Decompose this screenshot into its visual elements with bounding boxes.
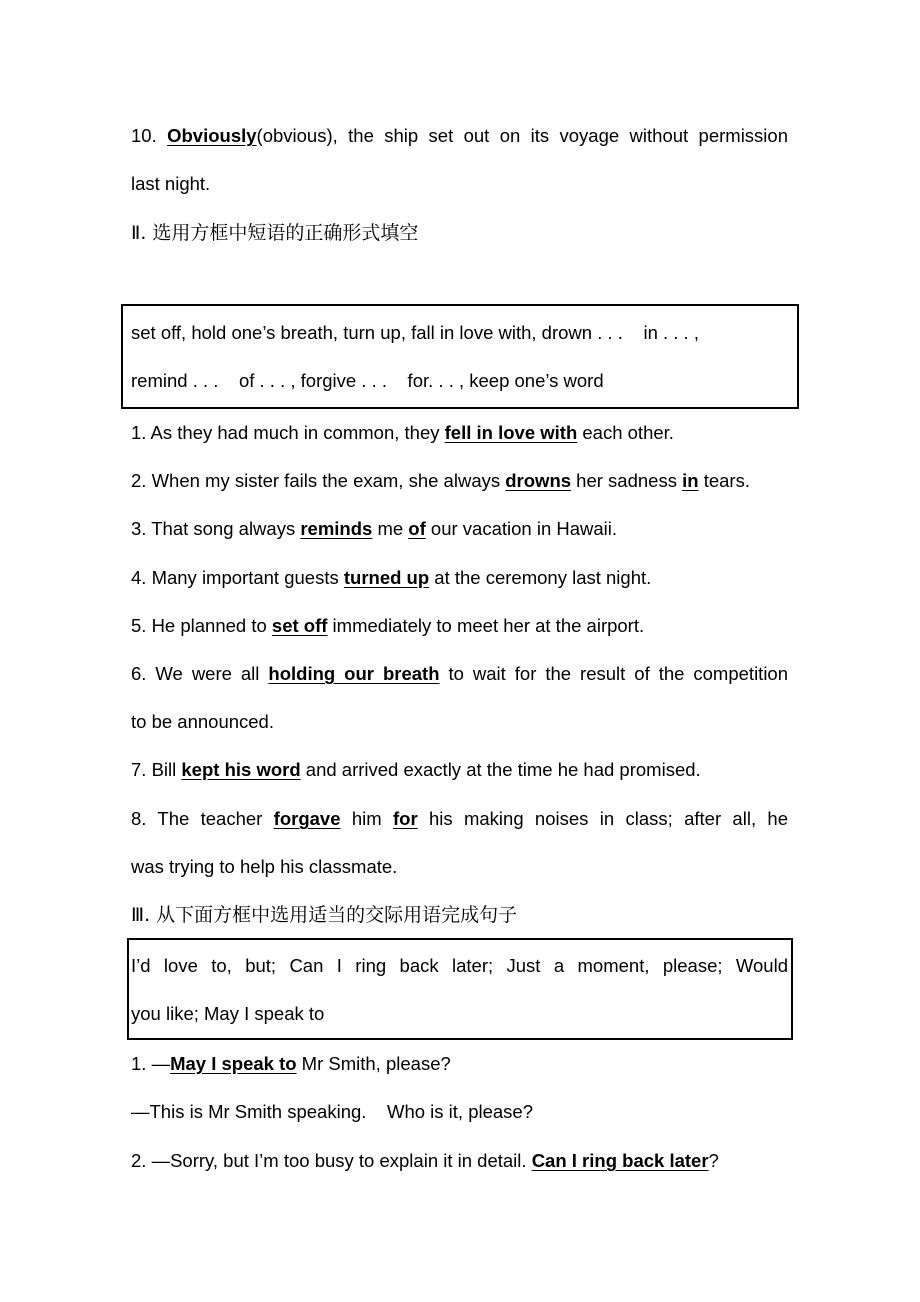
- text-segment: 5. He planned to: [131, 615, 272, 636]
- answer-text: Obviously: [167, 125, 257, 146]
- answer-text: of: [408, 518, 426, 539]
- s3-q2: [131, 1137, 719, 1185]
- answer-text: reminds: [300, 518, 373, 539]
- s2-q8-b: [131, 843, 397, 891]
- s2-q2: [131, 457, 750, 505]
- text-segment: was trying to help his classmate.: [131, 856, 398, 877]
- text-segment: me: [372, 518, 409, 539]
- answer-text: in: [682, 470, 699, 491]
- text-segment: you like; May I speak to: [131, 1003, 325, 1024]
- s2-q6-b: [131, 698, 274, 746]
- s2-q5: [131, 602, 644, 650]
- s2-q3: [131, 505, 617, 553]
- answer-text: fell in love with: [444, 422, 578, 443]
- text-segment: immediately to meet her at the airport.: [327, 615, 645, 636]
- section-2-heading: [131, 209, 418, 257]
- text-segment: 2. When my sister fails the exam, she always: [131, 470, 506, 491]
- text-segment: 4. Many important guests: [131, 567, 344, 588]
- text-segment: 3. That song always: [131, 518, 301, 539]
- text-segment: and arrived exactly at the time he had promised.: [300, 759, 701, 780]
- text-segment: her sadness: [571, 470, 683, 491]
- text-segment: —This is Mr Smith speaking. Who is it, please?: [131, 1101, 533, 1122]
- text-segment: (obvious), the ship set out on its voyage without permission: [256, 125, 788, 146]
- box2-line1: [131, 942, 788, 990]
- answer-text: turned up: [343, 567, 430, 588]
- s2-q8-a: [131, 795, 788, 843]
- answer-text: forgave: [273, 808, 341, 829]
- text-segment: last night.: [131, 173, 211, 194]
- text-segment: 2. —Sorry, but I’m too busy to explain it in detail.: [131, 1150, 532, 1171]
- answer-text: May I speak to: [170, 1053, 297, 1074]
- text-segment: our vacation in Hawaii.: [425, 518, 618, 539]
- s2-q6-a: [131, 650, 788, 698]
- text-segment: tears.: [698, 470, 750, 491]
- answer-text: Can I ring back later: [531, 1150, 709, 1171]
- text-segment: I’d love to, but; Can I ring back later; Just a moment, please; Would: [131, 955, 788, 976]
- s2-q4: [131, 554, 651, 602]
- text-segment: 6. We were all: [131, 663, 269, 684]
- text-segment: Ⅲ. 从下面方框中选用适当的交际用语完成句子: [131, 904, 518, 926]
- s3-q1-b: [131, 1088, 533, 1136]
- text-segment: 10.: [131, 125, 168, 146]
- text-segment: set off, hold one’s breath, turn up, fall in love with, drown . . . in . . . ,: [131, 322, 699, 343]
- section-3-heading: [131, 891, 517, 939]
- answer-text: drowns: [505, 470, 572, 491]
- text-segment: to wait for the result of the competition: [439, 663, 789, 684]
- text-segment: at the ceremony last night.: [429, 567, 652, 588]
- text-segment: 7. Bill: [131, 759, 182, 780]
- answer-text: kept his word: [181, 759, 301, 780]
- answer-text: set off: [271, 615, 328, 636]
- text-segment: Mr Smith, please?: [296, 1053, 451, 1074]
- text-segment: 1. As they had much in common, they: [131, 422, 445, 443]
- box1-line2: [131, 357, 604, 405]
- s2-q7: [131, 746, 701, 794]
- text-segment: 8. The teacher: [131, 808, 274, 829]
- box1-line1: [131, 309, 699, 357]
- answer-text: holding our breath: [268, 663, 440, 684]
- answer-text: for: [392, 808, 418, 829]
- text-segment: his making noises in class; after all, he: [417, 808, 788, 829]
- box2-line2: [131, 990, 324, 1038]
- q10-b: [131, 160, 210, 208]
- text-segment: him: [340, 808, 393, 829]
- s3-q1-a: [131, 1040, 451, 1088]
- text-segment: to be announced.: [131, 711, 274, 732]
- text-segment: remind . . . of . . . , forgive . . . for. . . , keep one’s word: [131, 370, 604, 391]
- text-segment: 1. —: [131, 1053, 171, 1074]
- text-segment: Ⅱ. 选用方框中短语的正确形式填空: [131, 222, 419, 244]
- s2-q1: [131, 409, 674, 457]
- text-segment: each other.: [577, 422, 674, 443]
- q10-a: [131, 112, 788, 160]
- text-segment: ?: [708, 1150, 719, 1171]
